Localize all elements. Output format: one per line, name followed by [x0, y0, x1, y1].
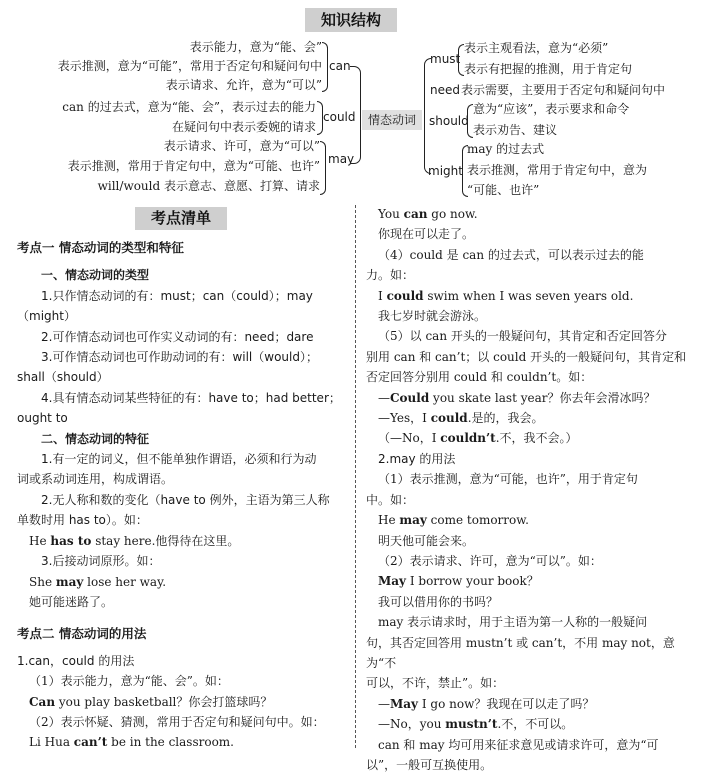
- usage-1-2: （2）表示怀疑、猜测，常用于否定句和疑问句中。如：: [29, 714, 325, 729]
- may-label: may: [328, 152, 355, 166]
- r-dialog-could-skate: —Could you skate last year？你去年会滑冰吗？: [378, 390, 656, 405]
- feature-2-line-a: 2.无人称和数的变化（have to 例外，主语为第三人称: [41, 492, 330, 507]
- right-column: [366, 204, 692, 775]
- can-brace: [322, 42, 328, 92]
- may-brace: [320, 141, 326, 195]
- can-item-3: 表示请求、允许，意为“可以”: [165, 78, 322, 92]
- r-example-may-come-cn: 明天他可能会来。: [378, 533, 475, 548]
- may-item-3: will/would 表示意志、意愿、打算、请求: [97, 179, 320, 193]
- example-cant-classroom: Li Hua can’t be in the classroom.: [29, 735, 234, 750]
- example-has-to: He has to stay here.他得待在这里。: [29, 533, 240, 548]
- section-2-title: 二、情态动词的特征: [41, 431, 150, 446]
- must-item-2: 表示有把握的推测，用于肯定句: [464, 62, 633, 76]
- r-example-could-swim-cn: 我七岁时就会游泳。: [378, 309, 487, 324]
- r-dialog-may-go: —May I go now？我现在可以走了吗？: [378, 696, 595, 711]
- r-may-1-line-b: 中。如：: [366, 492, 415, 507]
- type-4-line-b: ought to: [17, 411, 68, 426]
- r-example-may-come: He may come tomorrow.: [378, 513, 529, 528]
- must-item-1: 表示主观看法，意为“必须”: [464, 41, 609, 55]
- r-example-could-swim: I could swim when I was seven years old.: [378, 288, 634, 303]
- r-summary-line-a: can 和 may 均可用来征求意见或请求许可，意为“可: [378, 737, 659, 752]
- r-may-2: （2）表示请求、许可，意为“可以”。如：: [378, 553, 602, 568]
- r-may-note-line-a: may 表示请求时，用于主语为第一人称的一般疑问: [378, 615, 648, 630]
- feature-2-line-b: 单数时用 has to）。如：: [17, 513, 148, 528]
- could-item-1: can 的过去式，意为“能、会”，表示过去的能力: [62, 100, 316, 114]
- may-item-2: 表示推测，常用于肯定句中，意为“可能、也许”: [67, 159, 320, 173]
- could-label: could: [323, 110, 356, 124]
- can-item-1: 表示能力，意为“能、会”: [189, 40, 322, 54]
- column-divider: [355, 205, 356, 748]
- feature-3: 3.后接动词原形。如：: [41, 554, 161, 569]
- example-may: She may lose her way.: [29, 574, 167, 589]
- might-item-2: 表示推测，常用于肯定句中，意为: [467, 163, 648, 177]
- r-dialog-no-couldnt: （—No，I couldn’t.不，我不会。）: [378, 431, 578, 446]
- structure-banner: 知识结构: [305, 8, 397, 32]
- should-label: should: [429, 114, 469, 128]
- might-label: might: [428, 164, 463, 178]
- need-text: 表示需要，主要用于否定句和疑问句中: [461, 83, 666, 97]
- r-dialog-yes-could: —Yes，I could.是的，我会。: [378, 411, 544, 426]
- should-item-1: 意为“应该”，表示要求和命令: [473, 102, 630, 116]
- example-may-translation: 她可能迷路了。: [29, 594, 114, 609]
- r-example-can-go: You can go now.: [378, 207, 478, 221]
- might-item-3: “可能、也许”: [467, 183, 540, 197]
- r-may-1-line-a: （1）表示推测，意为“可能，也许”，用于肯定句: [378, 472, 638, 487]
- example-can-basketball: Can you play basketball？你会打篮球吗？: [29, 694, 273, 709]
- r-may-note-line-c: 可以，不许，禁止”。如：: [366, 676, 505, 691]
- r-usage-5-line-a: （5）以 can 开头的一般疑问句，其肯定和否定回答分: [378, 329, 667, 344]
- might-item-1: may 的过去式: [467, 142, 545, 156]
- r-usage-4-line-a: （4）could 是 can 的过去式，可以表示过去的能: [378, 247, 644, 262]
- should-item-2: 表示劝告、建议: [473, 123, 558, 137]
- r-example-may-borrow: May I borrow your book？: [378, 574, 539, 589]
- type-4-line-a: 4.具有情态动词某些特征的有：have to；had better；: [41, 390, 341, 405]
- type-1-line-b: （might）: [17, 309, 76, 324]
- type-2: 2.可作情态动词也可作实义动词的有：need；dare: [41, 329, 314, 344]
- can-label: can: [329, 59, 351, 73]
- type-1-line-a: 1.只作情态动词的有：must；can（could）；may: [41, 288, 313, 303]
- r-example-may-borrow-cn: 我可以借用你的书吗？: [378, 594, 499, 609]
- left-connector-brace: [350, 66, 361, 164]
- r-usage-5-line-b: 别用 can 和 can’t；以 could 开头的一般疑问句，其肯定和: [366, 349, 687, 364]
- feature-1-line-b: 词或系动词连用，构成谓语。: [17, 472, 174, 487]
- r-dialog-mustnt: —No，you mustn’t.不，不可以。: [378, 717, 574, 732]
- could-item-2: 在疑问句中表示委婉的请求: [171, 120, 316, 134]
- checklist-banner: 考点清单: [135, 207, 227, 230]
- type-3-line-a: 3.可作情态动词也可作助动词的有：will（would）；: [41, 350, 318, 365]
- section-1-title: 一、情态动词的类型: [41, 268, 150, 283]
- r-may-note-line-b: 句，其否定回答用 mustn’t 或 can’t，不用 may not，意为“不: [366, 635, 675, 670]
- usage-1-title: 1.can，could 的用法: [17, 653, 135, 668]
- r-summary-line-b: 以”，一般可互换使用。: [366, 757, 493, 772]
- usage-1-1: （1）表示能力，意为“能、会”。如：: [29, 674, 229, 689]
- feature-1-line-a: 1.有一定的词义，但不能单独作谓语，必须和行为动: [41, 452, 317, 467]
- kaodian-1-title: 考点一 情态动词的类型和特征: [17, 240, 184, 255]
- left-column: [17, 238, 344, 753]
- kaodian-2-title: 考点二 情态动词的用法: [17, 626, 147, 642]
- center-node: 情态动词: [362, 110, 422, 130]
- can-item-2: 表示推测，意为“可能”，常用于否定句和疑问句中: [57, 59, 322, 73]
- r-usage-4-line-b: 力。如：: [366, 268, 415, 283]
- r-example-can-go-cn: 你现在可以走了。: [378, 227, 475, 242]
- type-3-line-b: shall（should）: [17, 370, 109, 385]
- r-may-usage-title: 2.may 的用法: [378, 451, 456, 466]
- must-label: must: [430, 52, 461, 66]
- r-usage-5-line-c: 否定回答分别用 could 和 couldn’t。如：: [366, 370, 593, 385]
- may-item-1: 表示请求、许可，意为“可以”: [163, 139, 320, 153]
- need-label: need: [430, 83, 460, 97]
